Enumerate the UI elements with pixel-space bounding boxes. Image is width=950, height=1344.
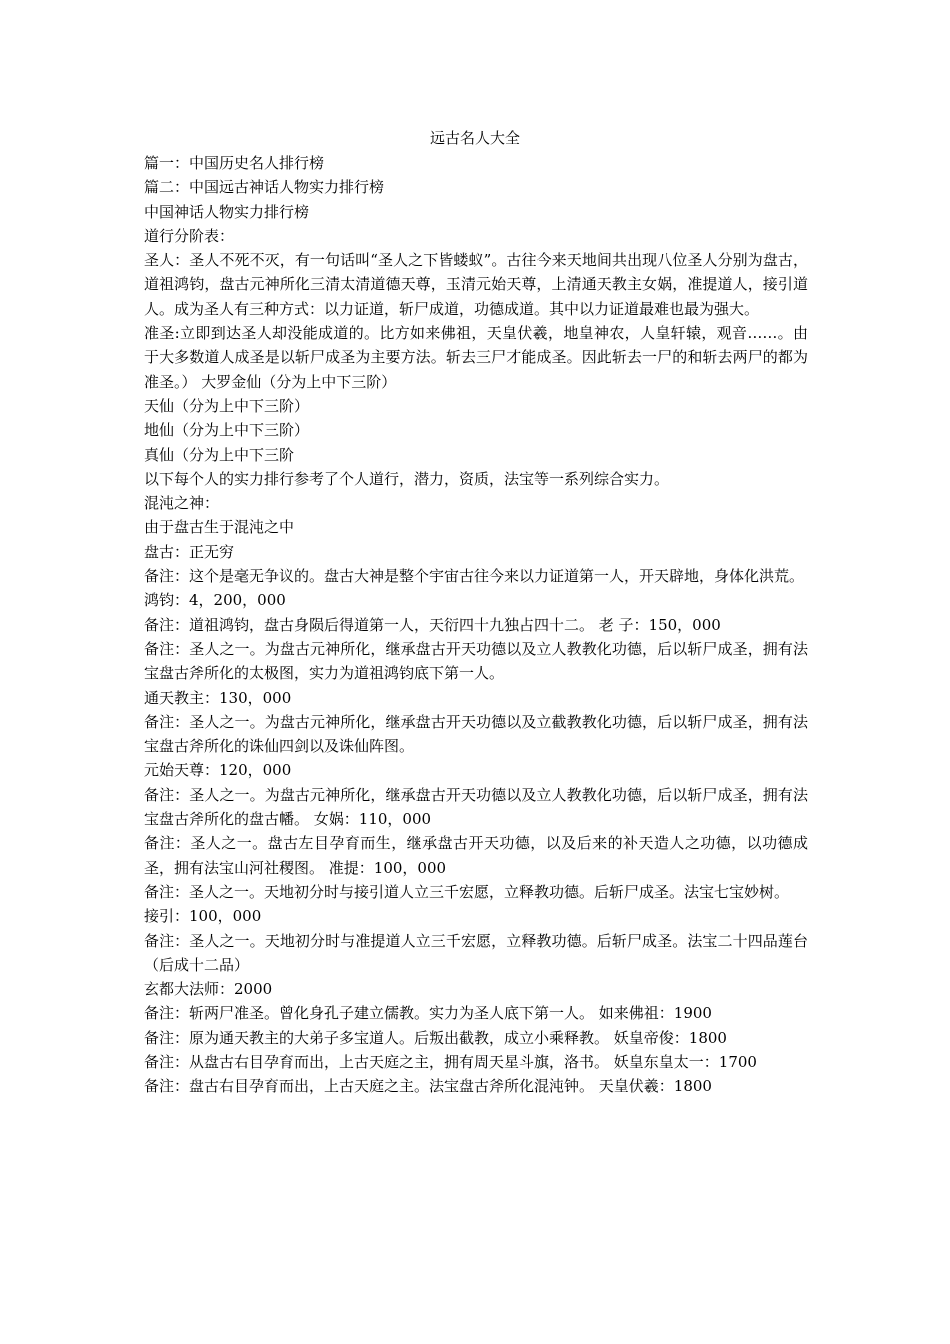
text-line: 由于盘古生于混沌之中 xyxy=(144,518,295,537)
text-paragraph: 备注：圣人之一。盘古左目孕育而生，继承盘古开天功德，以及后来的补天造人之功德，以功德成圣，拥有法宝山河社稷图。 准提：100，000 xyxy=(144,834,808,877)
text-line: 备注：盘古右目孕育而出，上古天庭之主。法宝盘古斧所化混沌钟。 天皇伏羲：1800 xyxy=(144,1077,712,1096)
text-line: 地仙（分为上中下三阶） xyxy=(144,421,310,440)
text-line: 玄都大法师：2000 xyxy=(144,980,273,999)
text-line: 盘古：正无穷 xyxy=(144,542,235,561)
text-line: 备注：斩两尸准圣。曾化身孔子建立儒教。实力为圣人底下第一人。 如来佛祖：1900 xyxy=(144,1004,712,1023)
text-line: 通天教主：130，000 xyxy=(144,688,292,707)
text-paragraph: 准圣:立即到达圣人却没能成道的。比方如来佛祖，天皇伏羲，地皇神农，人皇轩辕，观音……。由于大多数道人成圣是以斩尸成圣为主要方法。斩去三尸才能成圣。因此斩去一尸的和斩去两尸的都为准圣。） 大罗金仙（分为上中下三阶） xyxy=(144,324,808,391)
text-line: 以下每个人的实力排行参考了个人道行，潜力，资质，法宝等一系列综合实力。 xyxy=(144,469,670,488)
text-line: 天仙（分为上中下三阶） xyxy=(144,396,310,415)
text-paragraph: 备注：这个是毫无争议的。盘古大神是整个宇宙古往今来以力证道第一人，开天辟地，身体化洪荒。 xyxy=(144,567,805,586)
text-paragraph: 圣人：圣人不死不灭，有一句话叫“圣人之下皆蝼蚁”。古往今来天地间共出现八位圣人分别为盘古，道祖鸿钧，盘古元神所化三清太清道德天尊，玉清元始天尊，上清通天教主女娲，准提道人，接引道人。成为圣人有三种方式：以力证道，斩尸成道，功德成道。其中以力证道最难也最为强大。 xyxy=(144,251,808,318)
text-paragraph: 备注：圣人之一。为盘古元神所化，继承盘古开天功德以及立人教教化功德，后以斩尸成圣，拥有法宝盘古斧所化的太极图，实力为道祖鸿钧底下第一人。 xyxy=(144,639,808,683)
text-line: 混沌之神： xyxy=(144,494,220,513)
text-paragraph: 备注：圣人之一。为盘古元神所化，继承盘古开天功德以及立人教教化功德，后以斩尸成圣，拥有法宝盘古斧所化的盘古幡。 女娲：110，000 xyxy=(144,785,808,829)
document-body xyxy=(144,151,808,1099)
text-line: 备注：道祖鸿钧，盘古身陨后得道第一人，天衍四十九独占四十二。 老 子：150，000 xyxy=(144,615,721,634)
text-paragraph: 备注：圣人之一。天地初分时与接引道人立三千宏愿，立释教功德。后斩尸成圣。法宝七宝妙树。 xyxy=(144,882,790,901)
text-line: 中国神话人物实力排行榜 xyxy=(144,202,310,221)
text-line: 篇一：中国历史名人排行榜 xyxy=(144,154,325,172)
text-line: 篇二：中国远古神话人物实力排行榜 xyxy=(144,178,385,197)
text-paragraph: 备注：圣人之一。天地初分时与准提道人立三千宏愿，立释教功德。后斩尸成圣。法宝二十四品莲台（后成十二品） xyxy=(144,931,808,974)
text-line: 真仙（分为上中下三阶 xyxy=(144,445,295,464)
text-line: 备注：原为通天教主的大弟子多宝道人。后叛出截教，成立小乘释教。 妖皇帝俊：1800 xyxy=(144,1028,727,1047)
text-line: 道行分阶表： xyxy=(144,226,235,245)
text-line: 鸿钧：4，200，000 xyxy=(144,591,286,610)
text-line: 元始天尊：120，000 xyxy=(144,761,292,780)
text-paragraph: 备注：圣人之一。为盘古元神所化，继承盘古开天功德以及立截教教化功德，后以斩尸成圣，拥有法宝盘古斧所化的诛仙四剑以及诛仙阵图。 xyxy=(144,712,808,756)
document-title: 远古名人大全 xyxy=(429,129,520,147)
text-paragraph: 备注：从盘古右目孕育而出，上古天庭之主，拥有周天星斗旗，洛书。 妖皇东皇太一：1700 xyxy=(144,1052,757,1071)
text-line: 接引：100，000 xyxy=(144,907,262,926)
